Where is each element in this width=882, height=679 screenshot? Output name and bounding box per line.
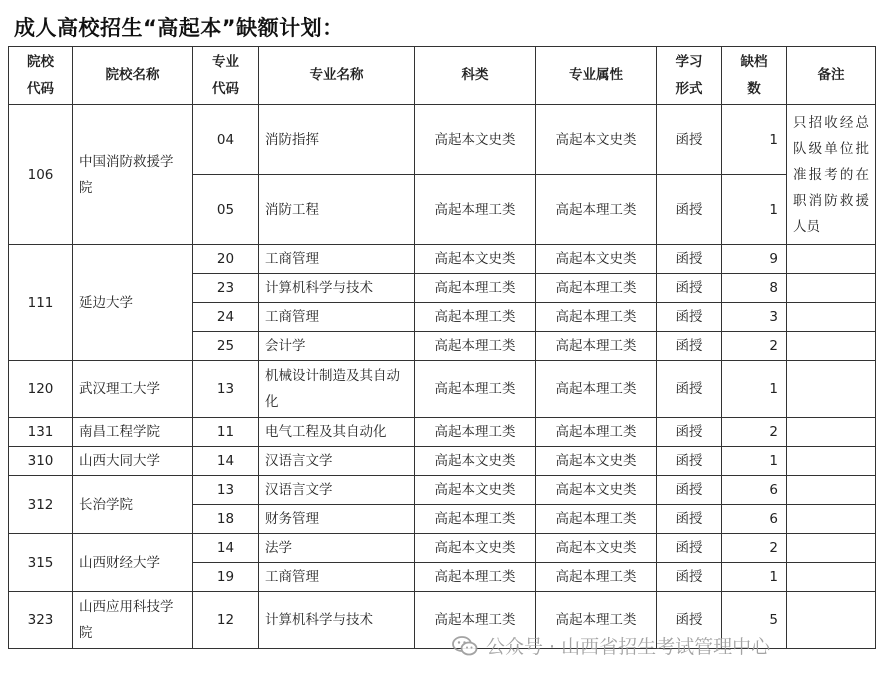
- category-cell: 高起本理工类: [415, 592, 536, 649]
- category-cell: 高起本理工类: [415, 505, 536, 534]
- table-row: [9, 245, 876, 274]
- study-form-cell: 函授: [657, 592, 722, 649]
- category-cell: 高起本文史类: [415, 245, 536, 274]
- header-school-code: 院校代码: [9, 47, 73, 105]
- major-name-cell: 消防工程: [259, 175, 415, 245]
- remark-cell: [787, 534, 876, 563]
- vacancy-table: [8, 46, 876, 649]
- category-cell: 高起本理工类: [415, 361, 536, 418]
- remark-cell: [787, 476, 876, 505]
- header-school-name: 院校名称: [73, 47, 193, 105]
- table-row: [9, 105, 876, 175]
- remark-cell: [787, 274, 876, 303]
- remark-cell: [787, 245, 876, 274]
- table-row: [9, 534, 876, 563]
- category-cell: 高起本理工类: [415, 175, 536, 245]
- header-attribute: 专业属性: [536, 47, 657, 105]
- header-study-form: 学习形式: [657, 47, 722, 105]
- major-code-cell: 14: [193, 447, 259, 476]
- major-name-cell: 消防指挥: [259, 105, 415, 175]
- study-form-cell: 函授: [657, 476, 722, 505]
- major-name-cell: 机械设计制造及其自动化: [259, 361, 415, 418]
- remark-cell: [787, 332, 876, 361]
- attribute-cell: 高起本理工类: [536, 418, 657, 447]
- study-form-cell: 函授: [657, 534, 722, 563]
- school-name-cell: 长治学院: [73, 476, 193, 534]
- study-form-cell: 函授: [657, 274, 722, 303]
- category-cell: 高起本理工类: [415, 418, 536, 447]
- attribute-cell: 高起本理工类: [536, 563, 657, 592]
- study-form-cell: 函授: [657, 175, 722, 245]
- attribute-cell: 高起本文史类: [536, 105, 657, 175]
- remark-cell: [787, 592, 876, 649]
- major-code-cell: 23: [193, 274, 259, 303]
- major-code-cell: 25: [193, 332, 259, 361]
- remark-cell: [787, 447, 876, 476]
- major-name-cell: 电气工程及其自动化: [259, 418, 415, 447]
- attribute-cell: 高起本理工类: [536, 332, 657, 361]
- vacancy-cell: 1: [722, 105, 787, 175]
- table-row: [9, 418, 876, 447]
- category-cell: 高起本文史类: [415, 534, 536, 563]
- watermark: [452, 632, 770, 659]
- table-row: [9, 361, 876, 418]
- category-cell: 高起本文史类: [415, 476, 536, 505]
- study-form-cell: 函授: [657, 505, 722, 534]
- school-name-cell: 南昌工程学院: [73, 418, 193, 447]
- remark-cell: [787, 563, 876, 592]
- major-code-cell: 13: [193, 476, 259, 505]
- header-remark: 备注: [787, 47, 876, 105]
- major-code-cell: 12: [193, 592, 259, 649]
- attribute-cell: 高起本理工类: [536, 303, 657, 332]
- attribute-cell: 高起本理工类: [536, 592, 657, 649]
- watermark-text: 公众号 · 山西省招生考试管理中心: [486, 636, 771, 658]
- table-row: [9, 476, 876, 505]
- school-name-cell: 延边大学: [73, 245, 193, 361]
- major-code-cell: 18: [193, 505, 259, 534]
- study-form-cell: 函授: [657, 245, 722, 274]
- major-name-cell: 法学: [259, 534, 415, 563]
- category-cell: 高起本理工类: [415, 563, 536, 592]
- major-name-cell: 工商管理: [259, 245, 415, 274]
- major-code-cell: 13: [193, 361, 259, 418]
- school-code-cell: 323: [9, 592, 73, 649]
- category-cell: 高起本理工类: [415, 274, 536, 303]
- major-code-cell: 24: [193, 303, 259, 332]
- vacancy-cell: 1: [722, 447, 787, 476]
- vacancy-cell: 2: [722, 332, 787, 361]
- vacancy-cell: 6: [722, 505, 787, 534]
- major-name-cell: 工商管理: [259, 563, 415, 592]
- school-name-cell: 山西财经大学: [73, 534, 193, 592]
- major-name-cell: 工商管理: [259, 303, 415, 332]
- school-code-cell: 111: [9, 245, 73, 361]
- remark-cell: 只招收经总队级单位批准报考的在职消防救援人员: [787, 105, 876, 245]
- vacancy-cell: 2: [722, 534, 787, 563]
- attribute-cell: 高起本理工类: [536, 505, 657, 534]
- study-form-cell: 函授: [657, 332, 722, 361]
- attribute-cell: 高起本理工类: [536, 175, 657, 245]
- school-name-cell: 中国消防救援学院: [73, 105, 193, 245]
- vacancy-cell: 2: [722, 418, 787, 447]
- major-name-cell: 计算机科学与技术: [259, 274, 415, 303]
- table-row: [9, 447, 876, 476]
- attribute-cell: 高起本文史类: [536, 476, 657, 505]
- study-form-cell: 函授: [657, 361, 722, 418]
- vacancy-cell: 1: [722, 361, 787, 418]
- vacancy-cell: 1: [722, 175, 787, 245]
- major-code-cell: 19: [193, 563, 259, 592]
- attribute-cell: 高起本文史类: [536, 447, 657, 476]
- remark-cell: [787, 505, 876, 534]
- header-category: 科类: [415, 47, 536, 105]
- page-title: 成人高校招生“高起本”缺额计划：: [14, 16, 344, 40]
- remark-cell: [787, 361, 876, 418]
- major-name-cell: 汉语言文学: [259, 476, 415, 505]
- vacancy-cell: 9: [722, 245, 787, 274]
- study-form-cell: 函授: [657, 418, 722, 447]
- table-header-row: [9, 47, 876, 105]
- school-name-cell: 山西应用科技学院: [73, 592, 193, 649]
- remark-cell: [787, 418, 876, 447]
- school-code-cell: 131: [9, 418, 73, 447]
- major-code-cell: 14: [193, 534, 259, 563]
- study-form-cell: 函授: [657, 105, 722, 175]
- major-code-cell: 11: [193, 418, 259, 447]
- category-cell: 高起本理工类: [415, 303, 536, 332]
- header-vacancy: 缺档数: [722, 47, 787, 105]
- school-code-cell: 106: [9, 105, 73, 245]
- school-code-cell: 120: [9, 361, 73, 418]
- major-name-cell: 财务管理: [259, 505, 415, 534]
- remark-cell: [787, 303, 876, 332]
- study-form-cell: 函授: [657, 447, 722, 476]
- vacancy-cell: 3: [722, 303, 787, 332]
- category-cell: 高起本理工类: [415, 332, 536, 361]
- major-code-cell: 05: [193, 175, 259, 245]
- header-major-name: 专业名称: [259, 47, 415, 105]
- school-code-cell: 315: [9, 534, 73, 592]
- category-cell: 高起本文史类: [415, 105, 536, 175]
- school-name-cell: 山西大同大学: [73, 447, 193, 476]
- category-cell: 高起本文史类: [415, 447, 536, 476]
- school-code-cell: 312: [9, 476, 73, 534]
- major-name-cell: 计算机科学与技术: [259, 592, 415, 649]
- school-name-cell: 武汉理工大学: [73, 361, 193, 418]
- vacancy-cell: 8: [722, 274, 787, 303]
- wechat-icon: [452, 636, 478, 656]
- header-major-code: 专业代码: [193, 47, 259, 105]
- attribute-cell: 高起本理工类: [536, 361, 657, 418]
- vacancy-cell: 5: [722, 592, 787, 649]
- major-code-cell: 20: [193, 245, 259, 274]
- attribute-cell: 高起本文史类: [536, 245, 657, 274]
- major-name-cell: 汉语言文学: [259, 447, 415, 476]
- major-code-cell: 04: [193, 105, 259, 175]
- attribute-cell: 高起本理工类: [536, 274, 657, 303]
- study-form-cell: 函授: [657, 563, 722, 592]
- major-name-cell: 会计学: [259, 332, 415, 361]
- study-form-cell: 函授: [657, 303, 722, 332]
- attribute-cell: 高起本文史类: [536, 534, 657, 563]
- vacancy-cell: 1: [722, 563, 787, 592]
- school-code-cell: 310: [9, 447, 73, 476]
- vacancy-cell: 6: [722, 476, 787, 505]
